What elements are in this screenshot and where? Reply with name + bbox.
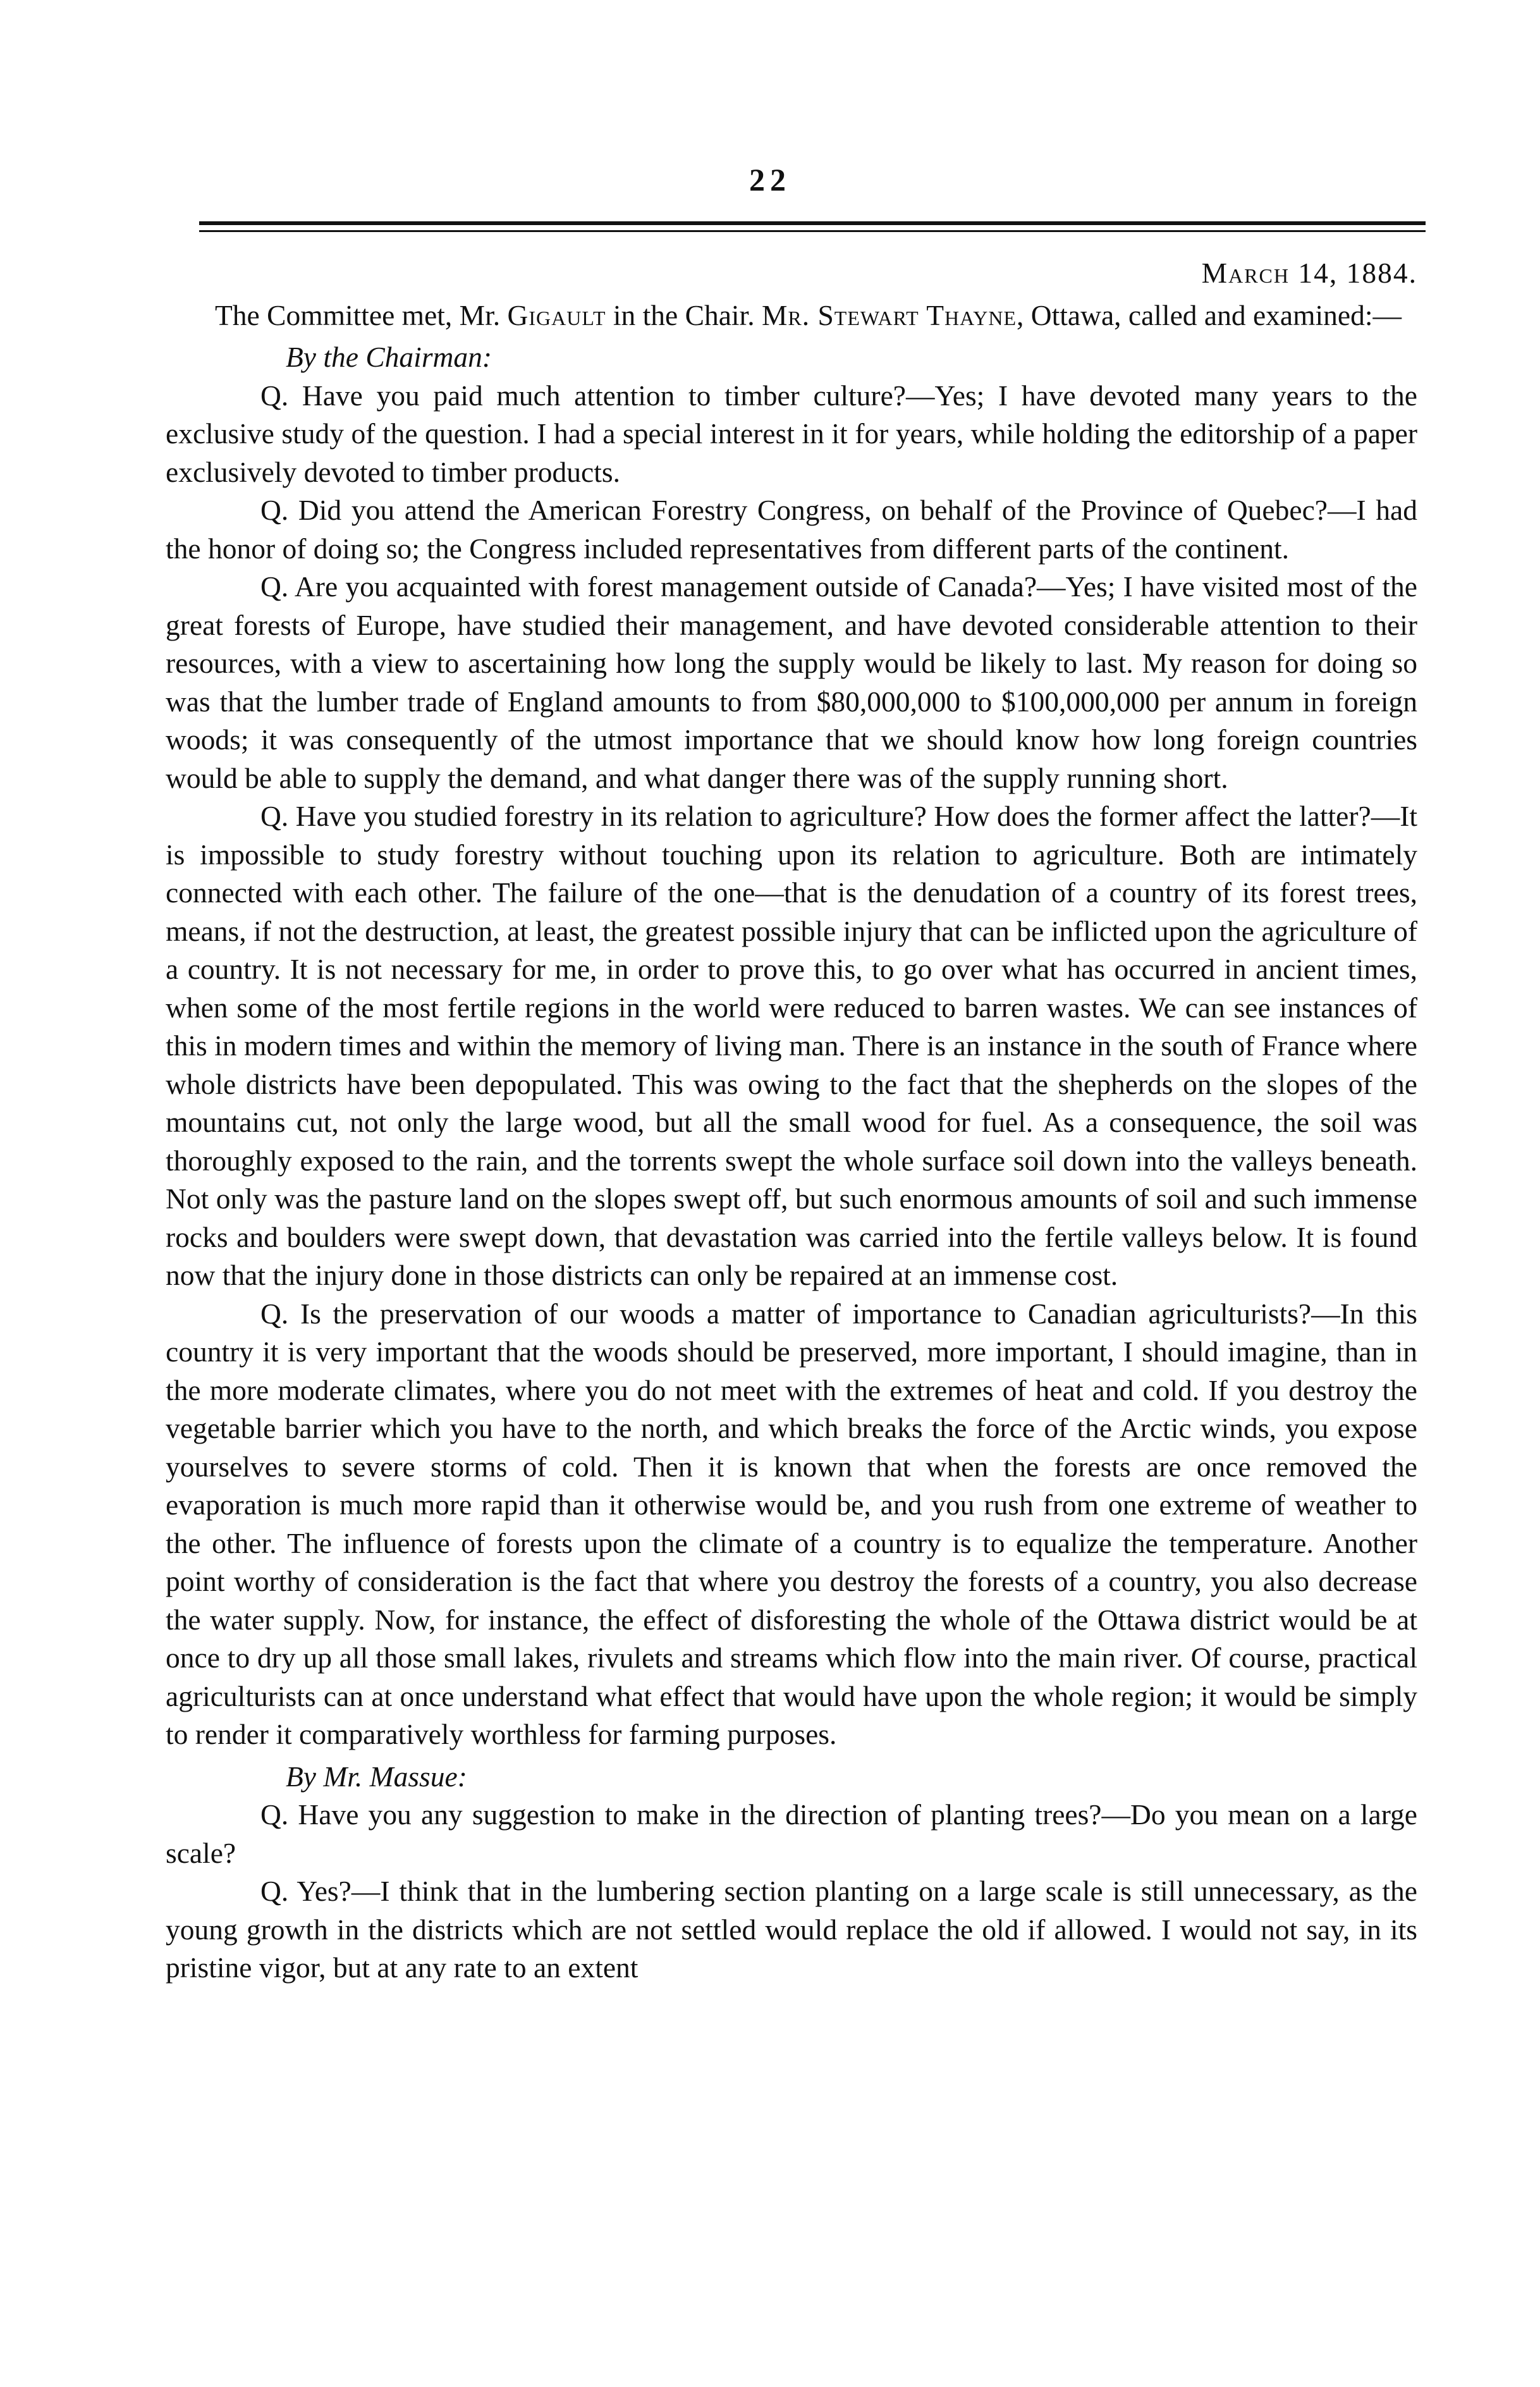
page-number: 22 — [749, 162, 791, 197]
intro-paragraph — [166, 297, 1417, 335]
qa-paragraph: Q. Is the preservation of our woods a matter of importance to Canadian agriculturists?—In this country it is very important that the woods should be preserved, more important, I should imagine, than in the more moderate climates, where you do not meet with the extremes of heat and cold. If you destroy the vegetable barrier which you have to the north, and which breaks the force of the Arctic winds, you expose yourselves to severe storms of cold. Then it is known that when the forests are once removed the evaporation is much more rapid than it otherwise would be, and you rush from one extreme of weather to the other. The influence of forests upon the climate of a country is to equalize the temperature. Another point worthy of consideration is the fact that where you destroy the forests of a country, you also decrease the water supply. Now, for instance, the effect of disforesting the whole of the Ottawa district would be at once to dry up all those small lakes, rivulets and streams which flow into the main river. Of course, practical agriculturists can at once understand what effect that would have upon the whole region; it would be simply to render it comparatively worthless for farming purposes. — [166, 1297, 1417, 1750]
qa-paragraph: Q. Have you studied forestry in its relation to agriculture? How does the former affect the latter?—It is impossible to study forestry without touching upon its relation to agriculture. Both are intimately connected with each other. The failure of the one—that is the denudation of a country of its forest trees, means, if not the destruction, at least, the greatest possible injury that can be inflicted upon the agriculture of a country. It is not necessary for me, in order to prove this, to go over what has occurred in ancient times, when some of the most fertile regions in the world were reduced to barren wastes. We can see instances of this in modern times and within the memory of living man. There is an instance in the south of France where whole districts have been depopulated. This was owing to the fact that the shepherds on the slopes of the mountains cut, not only the large wood, but all the small wood for fuel. As a consequence, the soil was thoroughly exposed to the rain, and the torrents swept the whole surface soil down into the valleys beneath. Not only was the pasture land on the slopes swept off, but such enormous amounts of soil and such immense rocks and boulders were swept down, that devastation was carried into the fertile valleys below. It is found now that the injury done in those districts can only be repaired at an immense cost. — [166, 800, 1417, 1291]
chair-name: Gigault — [507, 298, 606, 331]
intro-text-2: in the Chair. — [606, 298, 762, 331]
intro-text-1: The Committee met, Mr. — [215, 298, 508, 331]
witness-name: Mr. Stewart Thayne — [761, 298, 1017, 331]
qa-paragraph: Q. Have you paid much attention to timber culture?—Yes; I have devoted many years to the exclusive study of the question. I had a special interest in it for years, while holding the editorship of a paper exclusively devoted to timber products. — [166, 379, 1417, 488]
qa-paragraph: Q. Are you acquainted with forest management outside of Canada?—Yes; I have visited most of the great forests of Europe, have studied their management, and have devoted considerable attention to their resources, with a view to ascertaining how long the supply would be likely to last. My reason for doing so was that the lumber trade of England amounts to from $80,000,000 to $100,000,000 per annum in foreign woods; it was consequently of the utmost importance that we should know how long foreign countries would be able to supply the demand, and what danger there was of the supply running short. — [166, 570, 1417, 794]
qa-paragraph: Q. Yes?—I think that in the lumbering section planting on a large scale is still unnecessary, as the young growth in the districts which are not settled would replace the old if allowed. I would not say, in its pristine vigor, but at any rate to an extent — [166, 1875, 1417, 1984]
document-body — [166, 254, 1417, 1987]
session-date: March 14, 1884. — [1201, 257, 1417, 289]
examiner-massue: By Mr. Massue: — [286, 1760, 467, 1793]
header-rule — [199, 221, 1426, 232]
qa-paragraph: Q. Have you any suggestion to make in the direction of planting trees?—Do you mean on a large scale? — [166, 1798, 1417, 1869]
examiner-chairman: By the Chairman: — [286, 341, 492, 373]
qa-paragraph: Q. Did you attend the American Forestry Congress, on behalf of the Province of Quebec?—I had the honor of doing so; the Congress included representatives from different parts of the continent. — [166, 494, 1417, 565]
intro-text-3: , Ottawa, called and examined:— — [1017, 298, 1402, 331]
